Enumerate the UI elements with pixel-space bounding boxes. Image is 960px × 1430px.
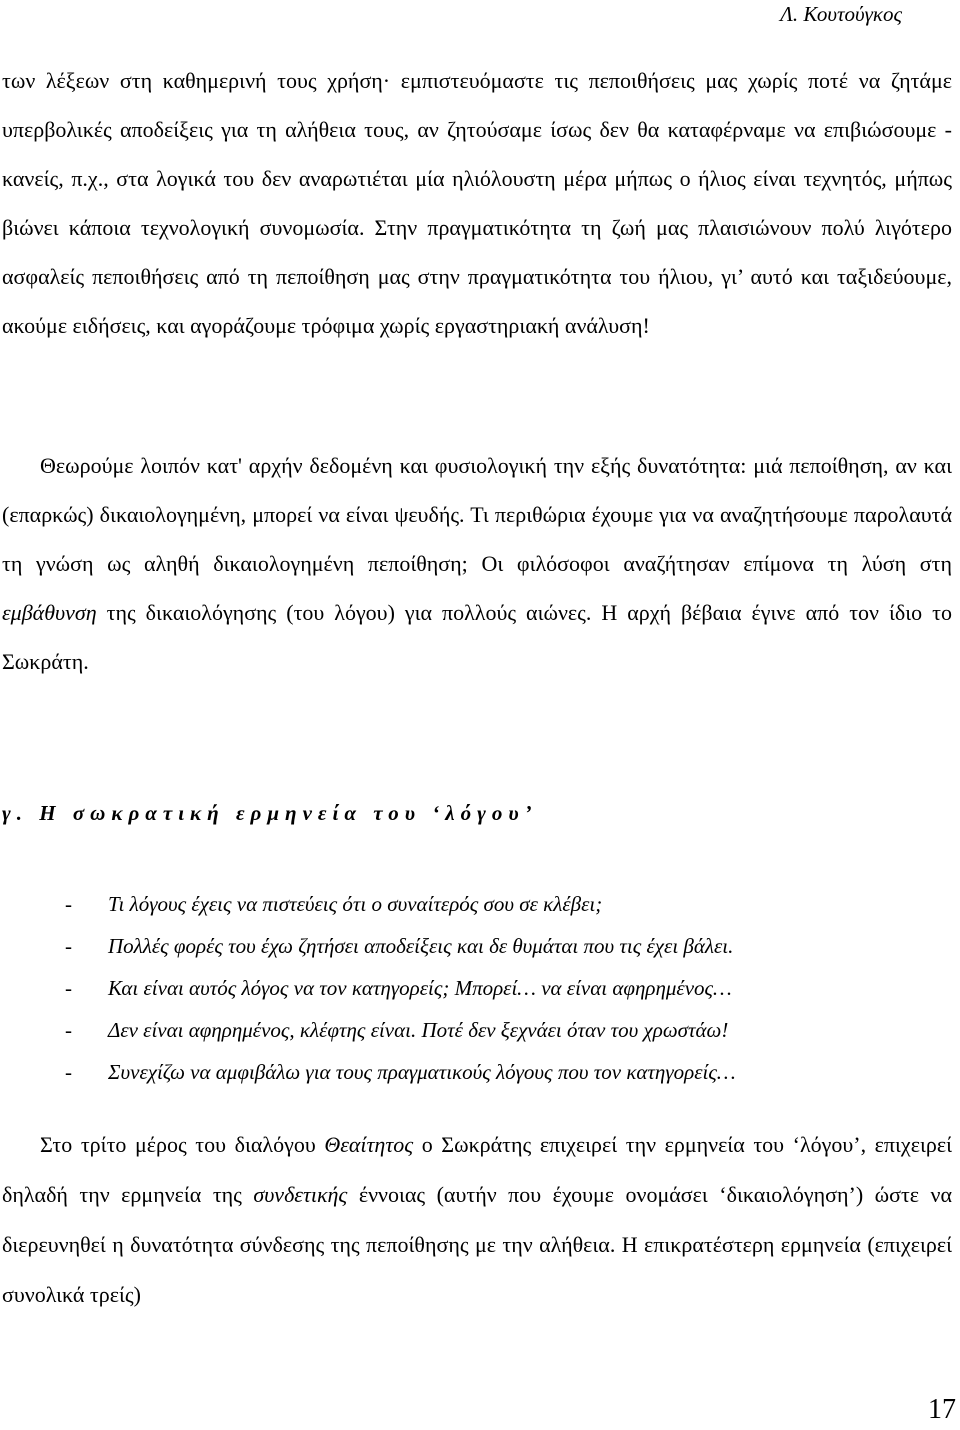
dialogue-list	[0, 883, 960, 1093]
running-header-author: Λ. Κουτούγκος	[780, 2, 902, 26]
dialogue-dash: -	[65, 1018, 72, 1042]
page-number: 17	[928, 1394, 956, 1425]
dialogue-line	[0, 1051, 960, 1093]
dialogue-line-text: Τι λόγους έχεις να πιστεύεις ότι ο συναίτερός σου σε κλέβει;	[108, 892, 603, 916]
dialogue-dash: -	[65, 976, 72, 1000]
paragraph-3-text-part-3: έννοιας (αυτήν που έχουμε ονομάσει ‘δικαιολόγηση’) ώστε να διερευνηθεί η δυνατότητα σύνδεσης της πεποίθησης με την αλήθεια. Η επικρατέστερη ερμηνεία (επιχειρεί συνολικά τρείς)	[2, 1182, 953, 1307]
dialogue-line-text: Δεν είναι αφηρημένος, κλέφτης είναι. Ποτέ δεν ξεχνάει όταν του χρωστάω!	[108, 1018, 729, 1042]
paragraph-2-text-start: Θεωρούμε λοιπόν κατ' αρχήν δεδομένη και φυσιολογική την εξής δυνατότητα: μιά πεποίθηση, αν και (επαρκώς) δικαιολογημένη, μπορεί να είναι ψευδής. Τι περιθώρια έχουμε για να αναζητήσουμε παρολαυτά τη γνώση ως αληθή δικαιολογημένη πεποίθηση; Οι φιλόσοφοι αναζήτησαν επίμονα τη λύση στη	[2, 453, 952, 576]
paragraph-3-emphasis-title: Θεαίτητος	[324, 1132, 414, 1157]
dialogue-line	[0, 1009, 960, 1051]
paragraph-2-text-end: της δικαιολόγησης (του λόγου) για πολλούς αιώνες. Η αρχή βέβαια έγινε από τον ίδιο το Σωκράτη.	[2, 600, 952, 674]
dialogue-line-text: Συνεχίζω να αμφιβάλω για τους πραγματικούς λόγους που τον κατηγορείς…	[108, 1060, 736, 1084]
dialogue-dash: -	[65, 934, 72, 958]
paragraph-3	[2, 1120, 952, 1320]
dialogue-dash: -	[65, 892, 72, 916]
dialogue-line-text: Πολλές φορές του έχω ζητήσει αποδείξεις και δε θυμάται που τις έχει βάλει.	[108, 934, 734, 958]
dialogue-line	[0, 967, 960, 1009]
section-heading: γ. Η σωκρατική ερμηνεία του ‘λόγου’	[2, 801, 538, 825]
dialogue-line-text: Και είναι αυτός λόγος να τον κατηγορείς; Μπορεί… να είναι αφηρημένος…	[108, 976, 732, 1000]
paragraph-3-emphasis-term: συνδετικής	[253, 1182, 348, 1207]
paragraph-2-emphasis: εμβάθυνση	[2, 600, 97, 625]
paragraph-3-text-part-1: Στο τρίτο μέρος του διαλόγου	[40, 1132, 325, 1157]
paragraph-3-text-part-2: ο Σωκράτης επιχειρεί την ερμηνεία του ‘λόγου’, επιχειρεί δηλαδή την ερμηνεία της	[2, 1132, 952, 1207]
dialogue-dash: -	[65, 1060, 72, 1084]
paragraph-1: των λέξεων στη καθημερινή τους χρήση· εμπιστευόμαστε τις πεποιθήσεις μας χωρίς ποτέ να ζητάμε υπερβολικές αποδείξεις για τη αλήθεια τους, αν ζητούσαμε ίσως δεν θα καταφέρναμε να επιβιώσουμε - κανείς, π.χ., στα λογικά του δεν αναρωτιέται μία ηλιόλουστη μέρα μήπως ο ήλιος είναι τεχνητός, μήπως βιώνει κάποια τεχνολογική συνομωσία. Στην πραγματικότητα τη ζωή μας πλαισιώνουν πολύ λιγότερο ασφαλείς πεποιθήσεις από τη πεποίθηση μας στην πραγματικότητα του ήλιου, γι’ αυτό και ταξιδεύουμε, ακούμε ειδήσεις, και αγοράζουμε τρόφιμα χωρίς εργαστηριακή ανάλυση!	[2, 68, 952, 338]
dialogue-line	[0, 925, 960, 967]
dialogue-line	[0, 883, 960, 925]
paragraph-2	[2, 441, 952, 686]
